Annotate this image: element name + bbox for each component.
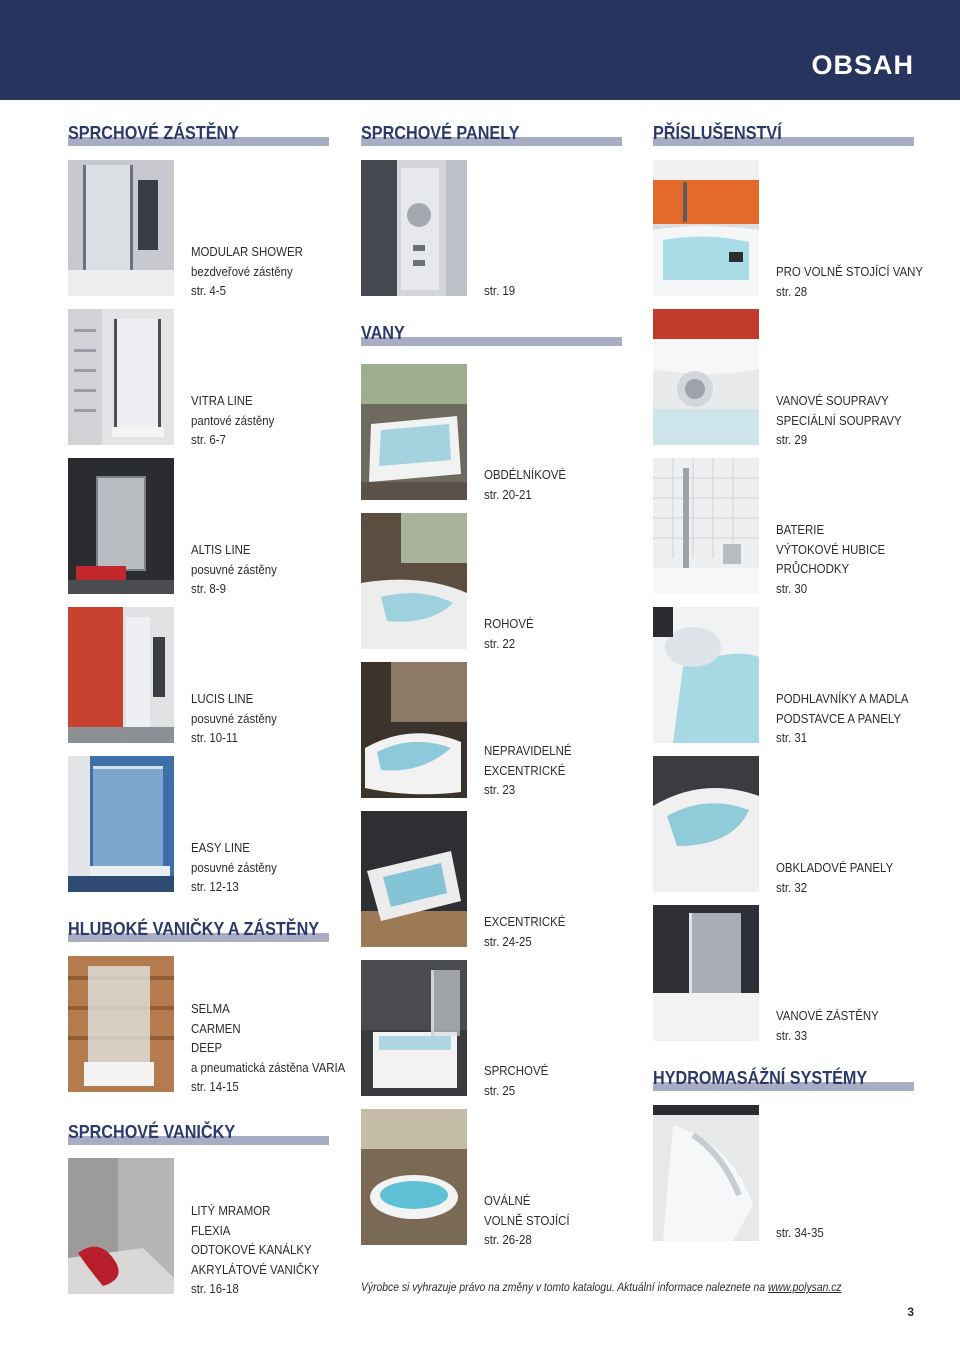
entry-vanove-soupravy: VANOVÉ SOUPRAVY SPECIÁLNÍ SOUPRAVY str. 29 <box>776 393 902 448</box>
entry-vitra-line: VITRA LINE pantové zástěny str. 6-7 <box>191 393 275 448</box>
thumb-altis-line <box>68 458 174 594</box>
entry-excentricke: EXCENTRICKÉ str. 24-25 <box>484 914 566 949</box>
entry-sprchove: SPRCHOVÉ str. 25 <box>484 1063 549 1098</box>
section-heading-sprchove-zasteny: SPRCHOVÉ ZÁSTĚNY <box>68 122 329 146</box>
section-heading-hluboke-vanicky: HLUBOKÉ VANIČKY A ZÁSTĚNY <box>68 918 329 942</box>
thumb-podhlavniky <box>653 607 759 743</box>
entry-ovalne: OVÁLNÉ VOLNĚ STOJÍCÍ str. 26-28 <box>484 1193 570 1248</box>
website-link[interactable]: www.polysan.cz <box>767 1282 842 1294</box>
thumb-pro-volne-stojici-vany <box>653 160 759 296</box>
thumb-easy-line <box>68 756 174 892</box>
entry-podhlavniky: PODHLAVNÍKY A MADLA PODSTAVCE A PANELY str. 31 <box>776 691 909 746</box>
entry-altis-line: ALTIS LINE posuvné zástěny str. 8-9 <box>191 542 277 597</box>
thumb-modular-shower <box>68 160 174 296</box>
thumb-vitra-line <box>68 309 174 445</box>
entry-selma: SELMA CARMEN DEEP a pneumatická zástěna VARIA str. 14-15 <box>191 1001 346 1095</box>
section-heading-sprchove-panely: SPRCHOVÉ PANELY <box>361 122 622 146</box>
page-title: OBSAH <box>811 50 914 80</box>
thumb-hydromasazni <box>653 1105 759 1241</box>
thumb-excentricke <box>361 811 467 947</box>
thumb-vanove-zasteny <box>653 905 759 1041</box>
entry-hydromasazni: str. 34-35 <box>776 1225 824 1240</box>
entry-modular-shower: MODULAR SHOWER bezdveřové zástěny str. 4-5 <box>191 244 303 299</box>
section-heading-vany: VANY <box>361 322 622 346</box>
thumb-ovalne <box>361 1109 467 1245</box>
entry-baterie: BATERIE VÝTOKOVÉ HUBICE PRŮCHODKY str. 30 <box>776 522 886 596</box>
entry-pro-volne-stojici-vany: PRO VOLNĚ STOJÍCÍ VANY str. 28 <box>776 264 924 299</box>
thumb-obdelnikove <box>361 364 467 500</box>
thumb-vanove-soupravy <box>653 309 759 445</box>
entry-sprchove-panely: str. 19 <box>484 283 516 298</box>
header-banner <box>0 0 960 100</box>
page-number: 3 <box>907 1305 914 1319</box>
thumb-rohove <box>361 513 467 649</box>
thumb-selma <box>68 956 174 1092</box>
thumb-sprchove-panely <box>361 160 467 296</box>
entry-rohove: ROHOVÉ str. 22 <box>484 616 534 651</box>
thumb-baterie <box>653 458 759 594</box>
section-heading-sprchove-vanicky: SPRCHOVÉ VANIČKY <box>68 1121 329 1145</box>
entry-lucis-line: LUCIS LINE posuvné zástěny str. 10-11 <box>191 691 277 746</box>
thumb-lity-mramor <box>68 1158 174 1294</box>
entry-easy-line: EASY LINE posuvné zástěny str. 12-13 <box>191 840 277 895</box>
entry-lity-mramor: LITÝ MRAMOR FLEXIA ODTOKOVÉ KANÁLKY AKRYLÁTOVÉ VANIČKY str. 16-18 <box>191 1203 320 1297</box>
entry-nepravidelne: NEPRAVIDELNÉ EXCENTRICKÉ str. 23 <box>484 743 572 798</box>
section-heading-prislusenstvi: PŘÍSLUŠENSTVÍ <box>653 122 914 146</box>
entry-obdelnikove: OBDÉLNÍKOVÉ str. 20-21 <box>484 467 567 502</box>
entry-vanove-zasteny: VANOVÉ ZÁSTĚNY str. 33 <box>776 1008 879 1043</box>
footer-note: Výrobce si vyhrazuje právo na změny v tomto katalogu. Aktuální informace naleznete na www.polysan.cz <box>361 1282 842 1294</box>
thumb-obkladove-panely <box>653 756 759 892</box>
thumb-lucis-line <box>68 607 174 743</box>
section-heading-hydromasazni: HYDROMASÁŽNÍ SYSTÉMY <box>653 1067 914 1091</box>
entry-obkladove-panely: OBKLADOVÉ PANELY str. 32 <box>776 860 894 895</box>
thumb-nepravidelne <box>361 662 467 798</box>
thumb-sprchove <box>361 960 467 1096</box>
